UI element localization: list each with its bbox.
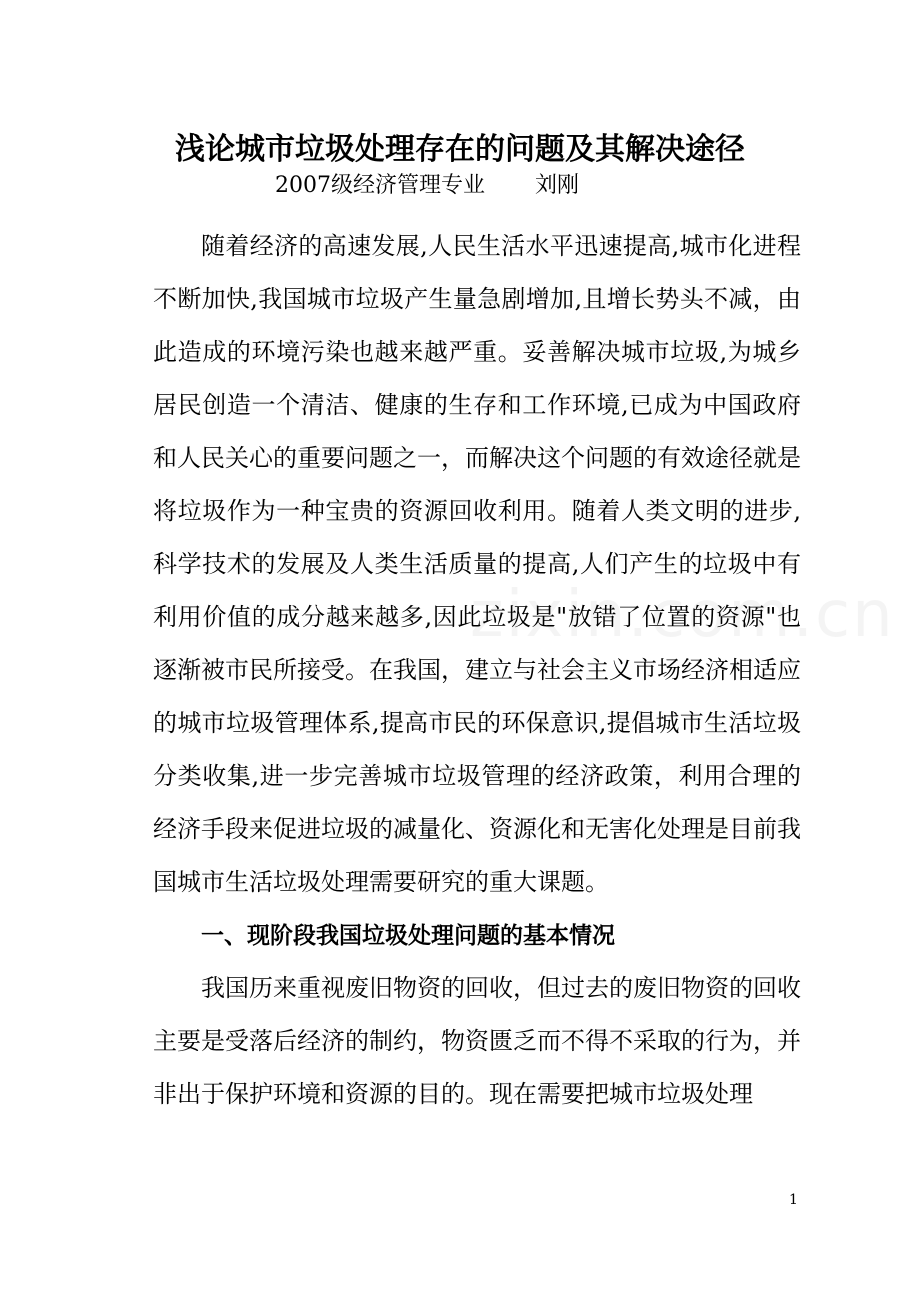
section-heading: 一、现阶段我国垃圾处理问题的基本情况 <box>201 922 615 949</box>
document-title: 浅论城市垃圾处理存在的问题及其解决途径 <box>175 132 745 168</box>
body-text <box>153 220 801 1121</box>
byline-major: 2007级经济管理专业 <box>275 173 485 198</box>
byline <box>275 168 579 204</box>
byline-author: 刘刚 <box>535 173 580 198</box>
section-paragraph: 我国历来重视废旧物资的回收，但过去的废旧物资的回收主要是受落后经济的制约，物资匮乏而不得不采取的行为，并非出于保护环境和资源的目的。现在需要把城市垃圾处理 <box>153 974 801 1108</box>
page-number: 1 <box>789 1192 798 1208</box>
intro-paragraph: 随着经济的高速发展,人民生活水平迅速提高,城市化进程不断加快,我国城市垃圾产生量急剧增加,且增长势头不减，由此造成的环境污染也越来越严重。妥善解决城市垃圾,为城乡居民创造一个清洁、健康的生存和工作环境,已成为中国政府和人民关心的重要问题之一，而解决这个问题的有效途径就是将垃圾作为一种宝贵的资源回收利用。随着人类文明的进步,科学技术的发展及人类生活质量的提高,人们产生的垃圾中有利用价值的成分越来越多,因此垃圾是"放错了位置的资源"也逐渐被市民所接受。在我国，建立与社会主义市场经济相适应的城市垃圾管理体系,提高市民的环保意识,提倡城市生活垃圾分类收集,进一步完善城市垃圾管理的经济政策，利用合理的经济手段来促进垃圾的减量化、资源化和无害化处理是目前我国城市生活垃圾处理需要研究的重大课题。 <box>153 232 801 896</box>
